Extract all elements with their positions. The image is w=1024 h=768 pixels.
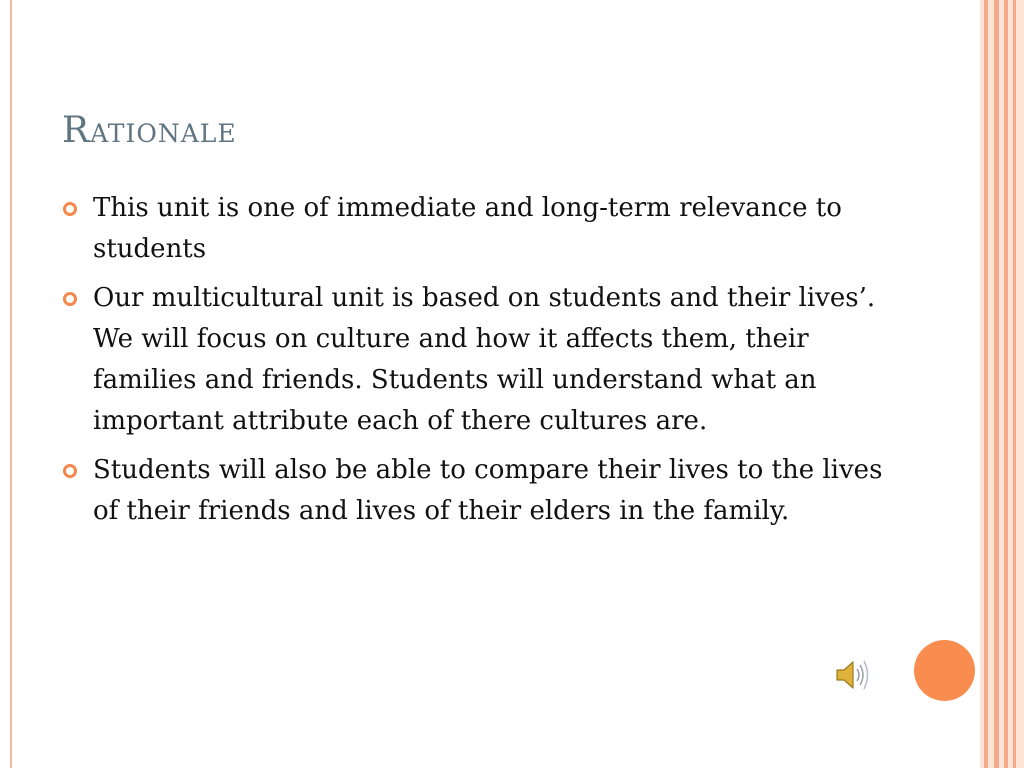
bullet-text: Students will also be able to compare their lives to the lives of their friends and lives of their elders in the family. — [93, 455, 883, 526]
circle-bullet-icon — [63, 292, 77, 306]
bullet-text: This unit is one of immediate and long-term relevance to students — [93, 193, 842, 264]
right-border-line — [994, 0, 999, 768]
circle-bullet-icon — [63, 464, 77, 478]
bullet-item — [62, 278, 892, 442]
bullet-item — [62, 188, 892, 270]
right-border-line — [984, 0, 988, 768]
bullet-list — [62, 188, 892, 540]
circle-bullet-icon — [63, 202, 77, 216]
bullet-text: Our multicultural unit is based on students and their lives’. We will focus on culture and how it affects them, their families and friends. Students will understand what an important attribute each of there cultures are. — [93, 283, 876, 436]
slide-title: Rationale — [62, 110, 237, 151]
bullet-item — [62, 450, 892, 532]
circle-button[interactable] — [914, 640, 975, 701]
right-border-line — [1004, 0, 1008, 768]
right-border-line — [1013, 0, 1016, 768]
left-border-line — [10, 0, 12, 768]
speaker-icon[interactable] — [833, 656, 871, 694]
